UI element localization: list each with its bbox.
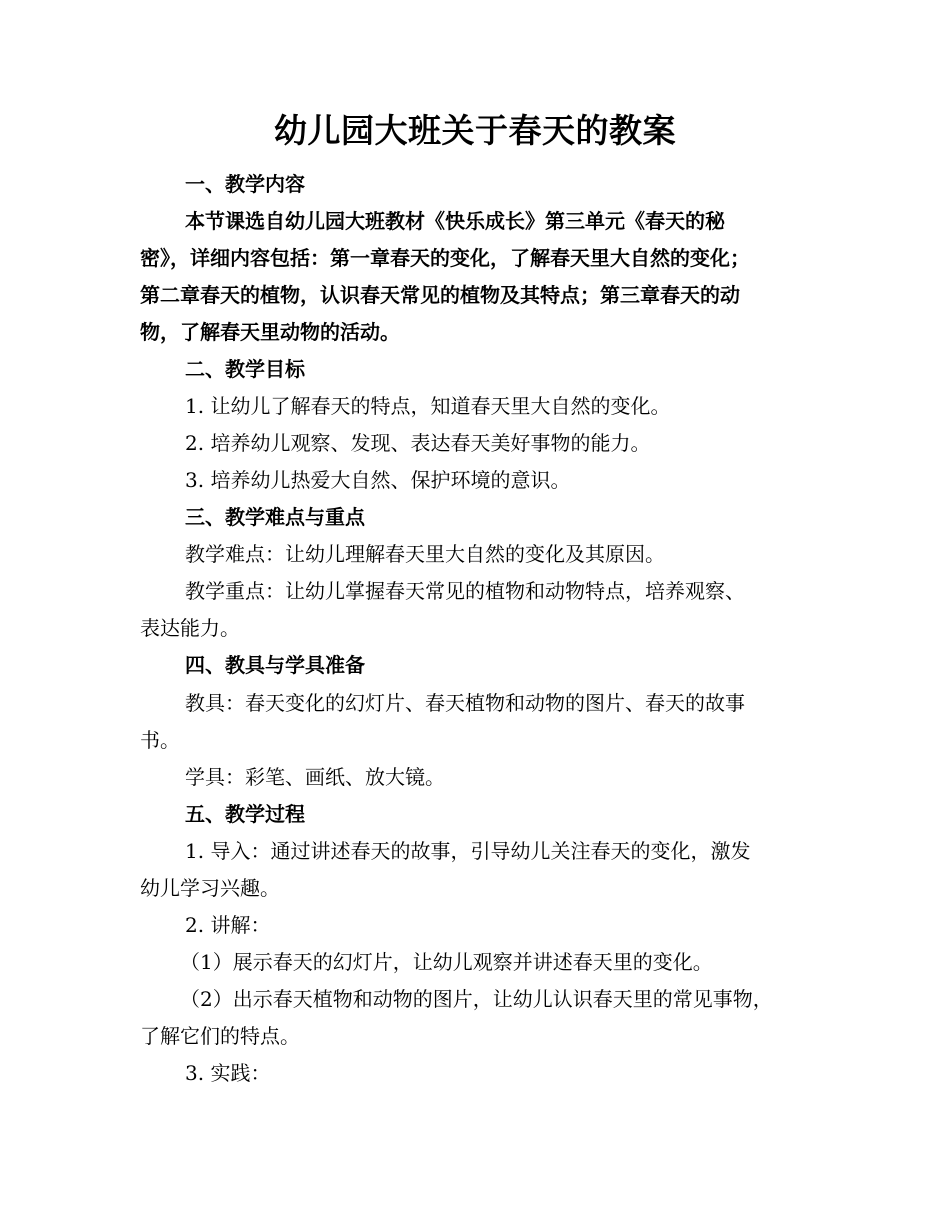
goal-item: 2. 培养幼儿观察、发现、表达春天美好事物的能力。 [185, 431, 651, 455]
paragraph-line: 物，了解春天里动物的活动。 [140, 320, 400, 344]
teaching-aids-line: 教具：春天变化的幻灯片、春天植物和动物的图片、春天的故事 [185, 691, 745, 715]
section-heading-teaching-process: 五、教学过程 [185, 802, 305, 826]
section-heading-teaching-goals: 二、教学目标 [185, 357, 305, 381]
section-heading-teaching-content: 一、教学内容 [185, 172, 305, 196]
process-substep-line: 了解它们的特点。 [140, 1024, 300, 1048]
process-substep-line: （2）出示春天植物和动物的图片，让幼儿认识春天里的常见事物， [180, 987, 773, 1011]
paragraph-line: 第二章春天的植物，认识春天常见的植物及其特点；第三章春天的动 [140, 283, 740, 307]
difficulty-text: 教学难点：让幼儿理解春天里大自然的变化及其原因。 [185, 542, 665, 566]
goal-item: 3. 培养幼儿热爱大自然、保护环境的意识。 [185, 468, 571, 492]
learning-tools-text: 学具：彩笔、画纸、放大镜。 [185, 765, 445, 789]
paragraph-line: 本节课选自幼儿园大班教材《快乐成长》第三单元《春天的秘 [185, 209, 725, 233]
process-step-line: 幼儿学习兴趣。 [140, 876, 280, 900]
section-heading-difficulties-key-points: 三、教学难点与重点 [185, 505, 365, 529]
key-point-line: 教学重点：让幼儿掌握春天常见的植物和动物特点，培养观察、 [185, 579, 745, 603]
process-step-line: 1. 导入：通过讲述春天的故事，引导幼儿关注春天的变化，激发 [185, 839, 751, 863]
section-heading-teaching-aids: 四、教具与学具准备 [185, 653, 365, 677]
document-title: 幼儿园大班关于春天的教案 [274, 111, 676, 150]
paragraph-line: 密》，详细内容包括：第一章春天的变化，了解春天里大自然的变化； [140, 246, 750, 270]
process-step-line: 3. 实践： [185, 1061, 271, 1085]
teaching-aids-line: 书。 [140, 728, 180, 752]
key-point-line: 表达能力。 [140, 616, 240, 640]
process-step-line: 2. 讲解： [185, 913, 271, 937]
process-substep-line: （1）展示春天的幻灯片，让幼儿观察并讲述春天里的变化。 [180, 950, 713, 974]
goal-item: 1. 让幼儿了解春天的特点，知道春天里大自然的变化。 [185, 394, 671, 418]
